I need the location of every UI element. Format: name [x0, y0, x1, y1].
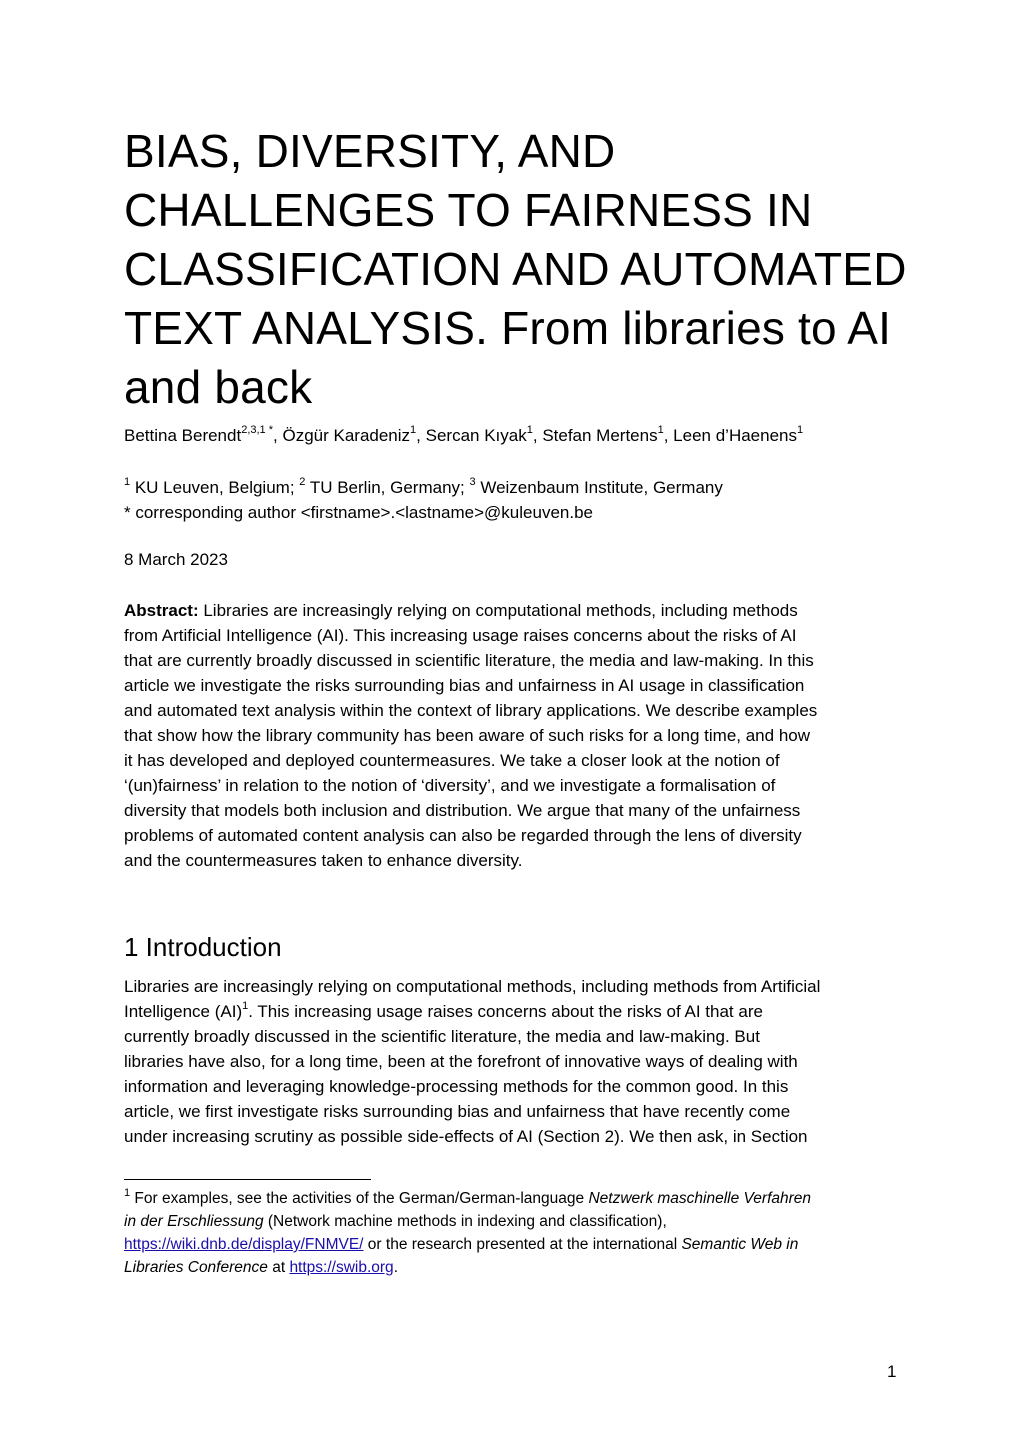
- footnote-text: at: [267, 1259, 290, 1276]
- affiliation-text: Weizenbaum Institute, Germany: [475, 478, 723, 497]
- footnote-line: [124, 1233, 904, 1256]
- footnote: [124, 1187, 904, 1279]
- paper-title: [124, 122, 914, 417]
- affiliation-text: KU Leuven, Belgium;: [130, 478, 300, 497]
- title-line: and back: [124, 361, 313, 413]
- abstract-line: from Artificial Intelligence (AI). This increasing usage raises concerns about the risks of AI: [124, 626, 797, 645]
- swib-link[interactable]: https://swib.org: [289, 1259, 394, 1276]
- footnote-line: [124, 1187, 904, 1210]
- abstract-label: Abstract:: [124, 601, 199, 620]
- footnote-italic-text: Semantic Web in: [681, 1236, 799, 1253]
- author-affiliation-marker: 1: [410, 424, 417, 437]
- body-text: . This increasing usage raises concerns about the risks of AI that are: [248, 1002, 763, 1021]
- introduction-body: [124, 974, 904, 1149]
- body-line: [124, 999, 904, 1024]
- footnote-italic-text: Libraries Conference: [124, 1259, 268, 1276]
- author-name: Bettina Berendt: [124, 426, 242, 445]
- author-name: Sercan Kıyak: [425, 426, 527, 445]
- footnote-text: For examples, see the activities of the German/German-language: [130, 1190, 589, 1207]
- abstract-line: article we investigate the risks surrounding bias and unfairness in AI usage in classification: [124, 676, 805, 695]
- body-line: under increasing scrutiny as possible side-effects of AI (Section 2). We then ask, in Section: [124, 1127, 808, 1146]
- footnote-marker: 1: [124, 1186, 131, 1199]
- body-line: Libraries are increasingly relying on computational methods, including methods from Artificial: [124, 977, 821, 996]
- footnote-text: (Network machine methods in indexing and classification),: [263, 1213, 667, 1230]
- author-list: [124, 425, 924, 447]
- abstract-line: that show how the library community has been aware of such risks for a long time, and how: [124, 726, 811, 745]
- abstract: [124, 598, 904, 873]
- author-separator: ,: [532, 426, 543, 445]
- affiliations: [124, 475, 924, 525]
- author-name: Stefan Mertens: [542, 426, 658, 445]
- section-heading: 1 Introduction: [124, 932, 282, 962]
- author-affiliation-marker: 1: [526, 424, 533, 437]
- body-line: article, we first investigate risks surrounding bias and unfairness that have recently come: [124, 1102, 791, 1121]
- title-line: BIAS, DIVERSITY, AND: [124, 125, 616, 177]
- abstract-line: diversity that models both inclusion and distribution. We argue that many of the unfairness: [124, 801, 801, 820]
- body-line: information and leveraging knowledge-processing methods for the common good. In this: [124, 1077, 789, 1096]
- affiliation-marker: 2: [299, 476, 306, 489]
- affiliation-line: [124, 475, 924, 500]
- body-text: Intelligence (AI): [124, 1002, 243, 1021]
- footnote-line: [124, 1210, 904, 1233]
- abstract-line: it has developed and deployed countermeasures. We take a closer look at the notion of: [124, 751, 780, 770]
- footnote-text: or the research presented at the international: [363, 1236, 682, 1253]
- fnmve-link[interactable]: https://wiki.dnb.de/display/FNMVE/: [124, 1236, 364, 1253]
- footnote-reference[interactable]: 1: [242, 1000, 249, 1013]
- footnote-text: .: [393, 1259, 398, 1276]
- footnote-divider: [124, 1179, 371, 1180]
- title-line: CHALLENGES TO FAIRNESS IN: [124, 184, 813, 236]
- body-line: libraries have also, for a long time, been at the forefront of innovative ways of dealing with: [124, 1052, 798, 1071]
- affiliation-marker: 3: [469, 476, 476, 489]
- author-separator: ,: [416, 426, 426, 445]
- footnote-line: [124, 1256, 904, 1279]
- corresponding-author: * corresponding author <firstname>.<lastname>@kuleuven.be: [124, 503, 593, 522]
- affiliation-text: TU Berlin, Germany;: [305, 478, 470, 497]
- body-line: currently broadly discussed in the scientific literature, the media and law-making. But: [124, 1027, 760, 1046]
- author-affiliation-marker: 2,3,1 *: [241, 424, 274, 437]
- author-affiliation-marker: 1: [797, 424, 804, 437]
- title-line: TEXT ANALYSIS. From libraries to AI: [124, 302, 892, 354]
- abstract-text: Libraries are increasingly relying on computational methods, including methods: [198, 601, 798, 620]
- abstract-line: and the countermeasures taken to enhance diversity.: [124, 851, 523, 870]
- author-name: Leen d’Haenens: [673, 426, 797, 445]
- author-name: Özgür Karadeniz: [282, 426, 411, 445]
- abstract-line: ‘(un)fairness’ in relation to the notion of ‘diversity’, and we investigate a formalisation of: [124, 776, 776, 795]
- title-line: CLASSIFICATION AND AUTOMATED: [124, 243, 907, 295]
- abstract-line: that are currently broadly discussed in scientific literature, the media and law-making. In this: [124, 651, 814, 670]
- author-affiliation-marker: 1: [657, 424, 664, 437]
- abstract-line: [124, 598, 904, 623]
- page-number: 1: [887, 1362, 897, 1381]
- abstract-line: and automated text analysis within the context of library applications. We describe examples: [124, 701, 818, 720]
- footnote-italic-text: in der Erschliessung: [124, 1213, 264, 1230]
- author-separator: ,: [273, 426, 283, 445]
- affiliation-marker: 1: [124, 476, 131, 489]
- abstract-line: problems of automated content analysis can also be regarded through the lens of diversity: [124, 826, 802, 845]
- author-separator: ,: [663, 426, 674, 445]
- publication-date: 8 March 2023: [124, 550, 228, 569]
- footnote-italic-text: Netzwerk maschinelle Verfahren: [588, 1190, 812, 1207]
